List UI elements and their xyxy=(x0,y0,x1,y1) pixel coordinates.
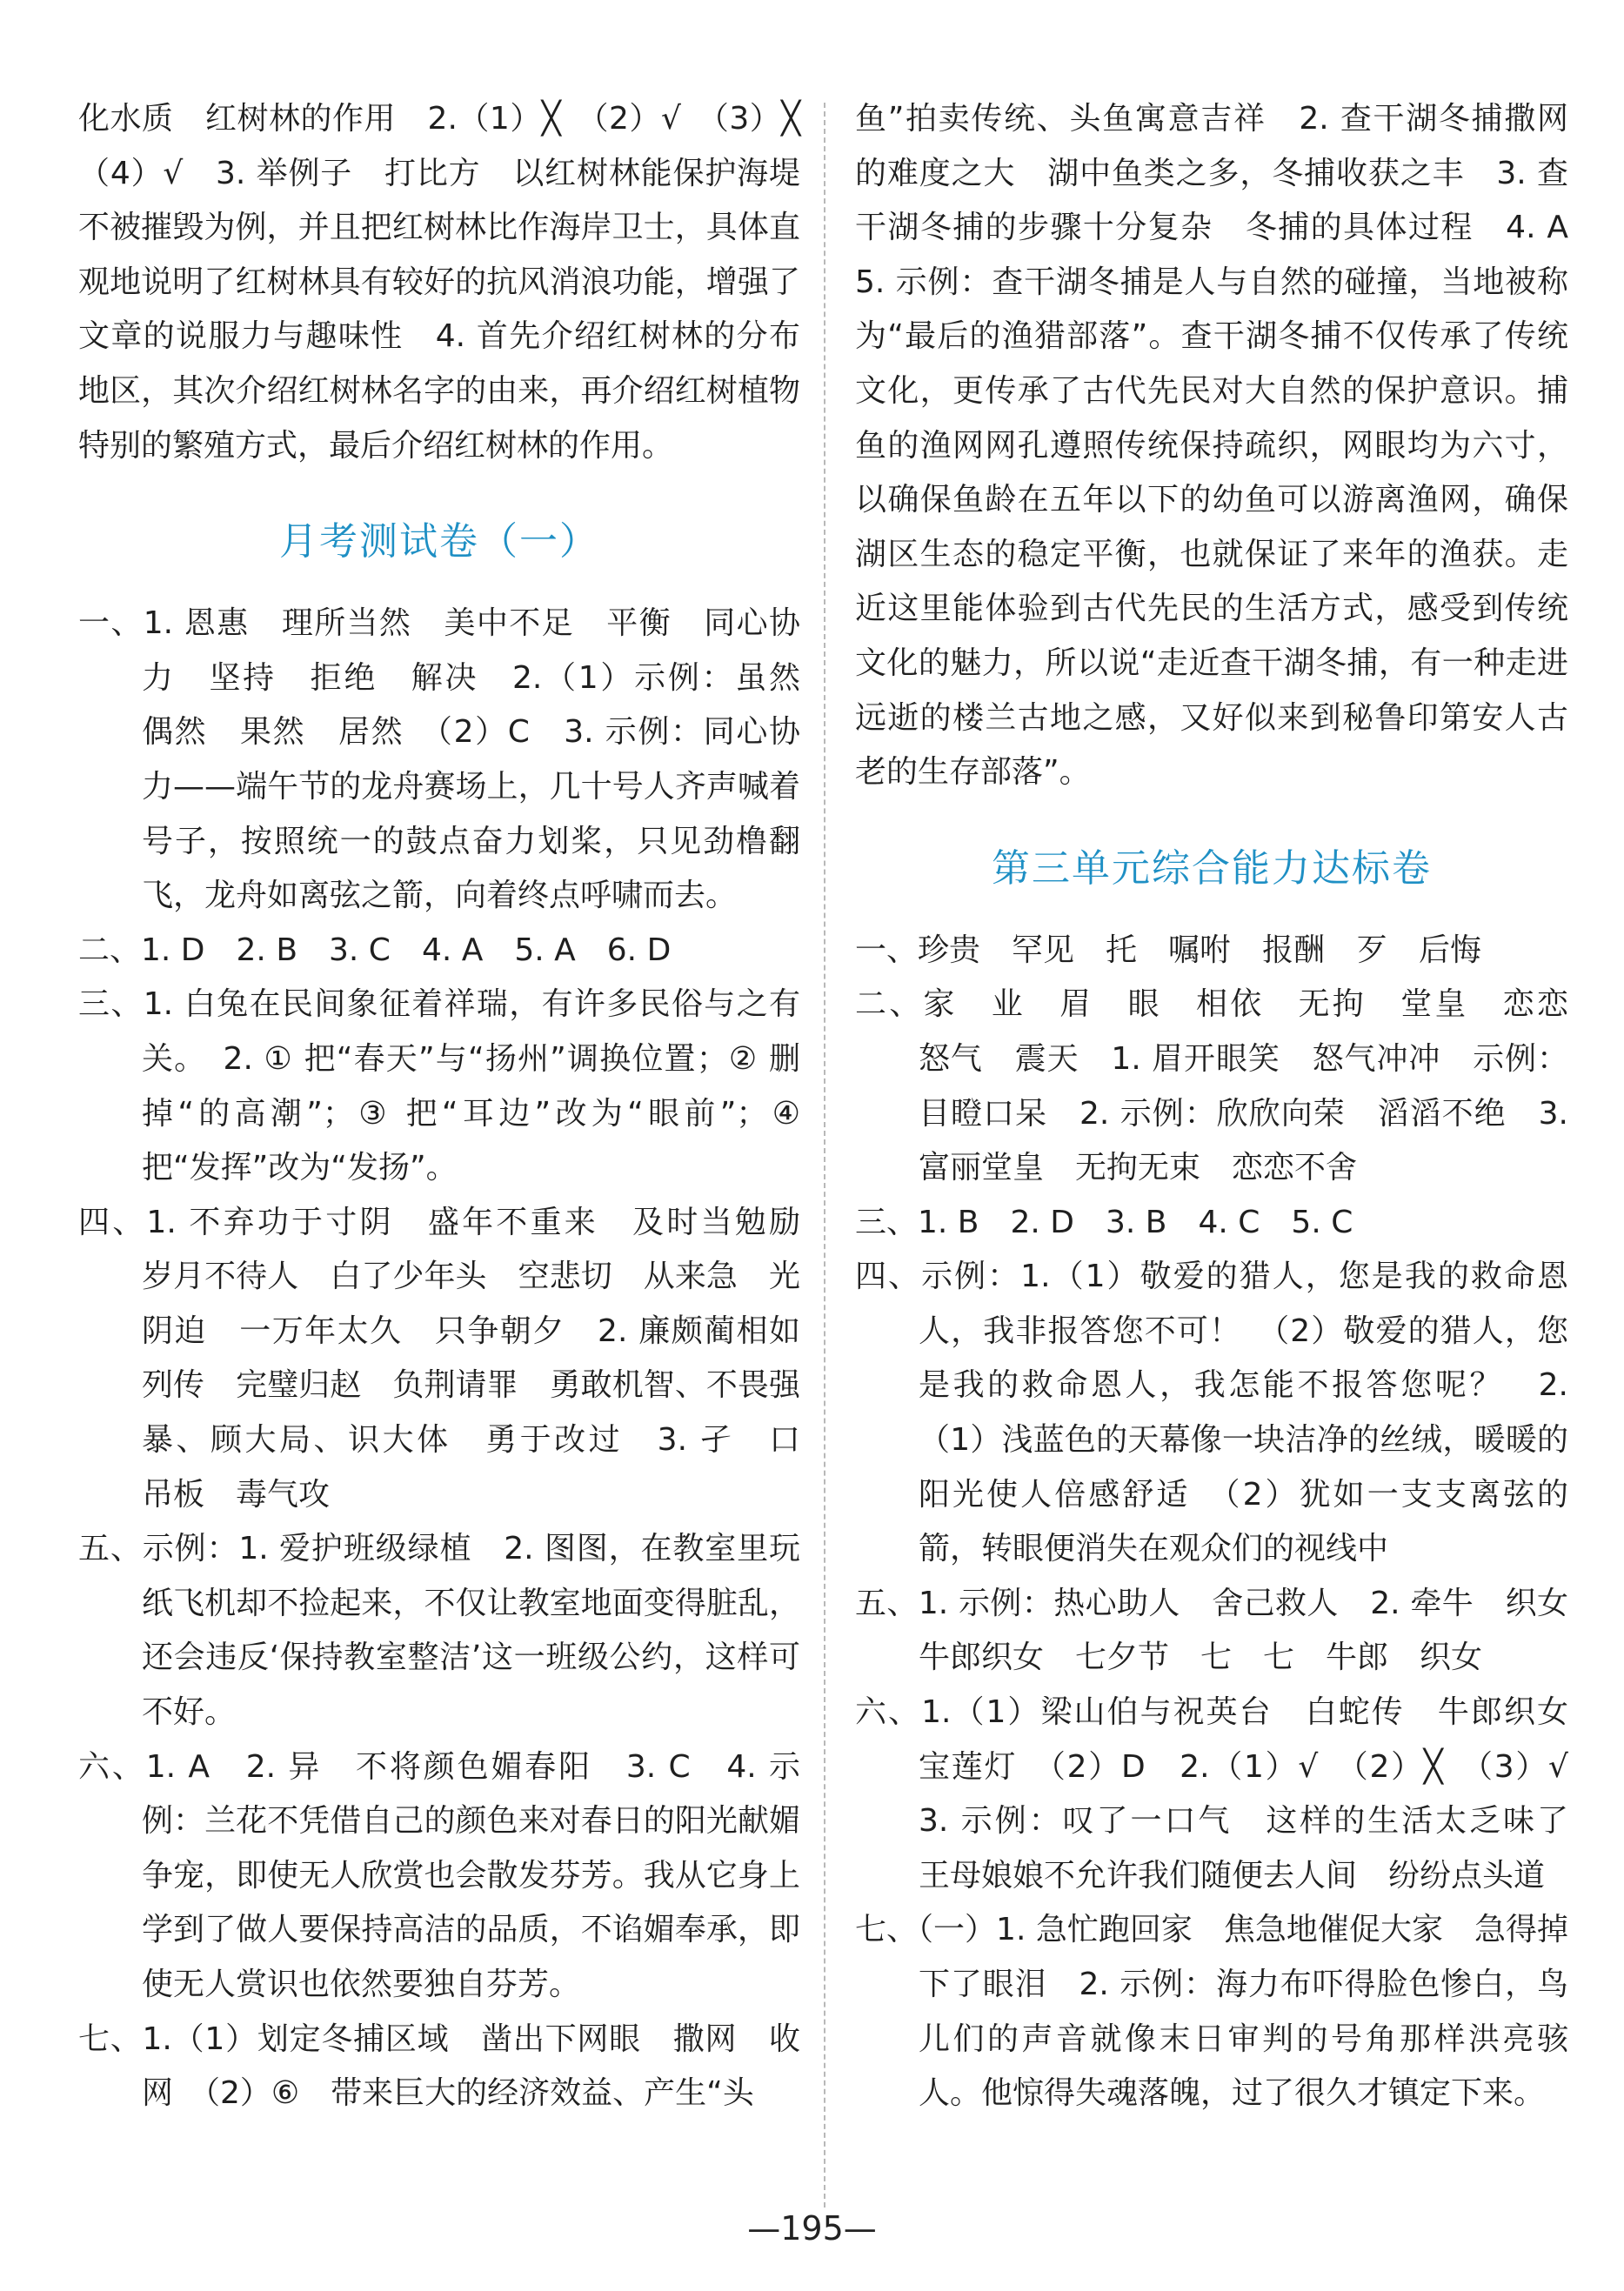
item-label: 四、 xyxy=(855,1259,922,1295)
item-text: 1.（1）划定冬捕区域 凿出下网眼 撒网 收网 （2）⑥ 带来巨大的经济效益、产生“头 xyxy=(142,2020,800,2112)
item-text: 示例：1.（1）敬爱的猎人，您是我的救命恩人，我非报答您不可！ （2）敬爱的猎人，您是我的救命恩人，我怎能不报答您呢？ 2.（1）浅蓝色的天幕像一块洁净的丝绒，暖暖的阳光使人倍感舒适 （2）犹如一支支离弦的箭，转眼便消失在观众们的视线中 xyxy=(919,1259,1568,1567)
answer-item xyxy=(855,1903,1568,2121)
item-label: 四、 xyxy=(78,1204,147,1240)
answer-item xyxy=(855,1577,1601,1686)
item-label: 二、 xyxy=(855,986,924,1023)
item-label: 七、 xyxy=(78,2020,143,2057)
item-text: 1. B 2. D 3. B 4. C 5. C xyxy=(918,1204,1353,1240)
answer-item xyxy=(855,924,1568,979)
item-label: 五、 xyxy=(855,1585,919,1621)
right-answer-list xyxy=(855,924,1601,2121)
answer-item xyxy=(78,924,800,979)
answer-item xyxy=(78,597,832,924)
item-text: 家 业 眉 眼 相依 无拘 堂皇 恋恋 怒气 震天 1. 眉开眼笑 怒气冲冲 示例：目瞪口呆 2. 示例：欣欣向荣 滔滔不绝 3. 富丽堂皇 无拘无束 恋恋不舍 xyxy=(919,986,1600,1186)
item-label: 七、 xyxy=(855,1912,919,1948)
item-text: 1.（1）梁山伯与祝英台 白蛇传 牛郎织女 宝莲灯 （2）D 2.（1）√ （2）╳ （3）√ 3. 示例：叹了一口气 这样的生活太乏味了 王母娘娘不允许我们随便去人间 纷纷点头道 xyxy=(919,1694,1601,1894)
item-text: 1. 示例：热心助人 舍己救人 2. 牵牛 织女 牛郎织女 七夕节 七 七 牛郎 织女 xyxy=(918,1585,1601,1676)
item-text: （一）1. 急忙跑回家 焦急地催促大家 急得掉下了眼泪 2. 示例：海力布吓得脸色惨白，鸟儿们的声音就像末日审判的号角那样洪亮骇人。他惊得失魂落魄，过了很久才镇定下来。 xyxy=(918,1912,1568,2112)
item-label: 六、 xyxy=(78,1748,146,1785)
answer-item xyxy=(855,1686,1601,1903)
answer-item xyxy=(855,1196,1568,1251)
item-label: 三、 xyxy=(78,986,144,1023)
item-text: 1. D 2. B 3. C 4. A 5. A 6. D xyxy=(141,932,672,968)
item-text: 1. 白兔在民间象征着祥瑞，有许多民俗与之有关。 2. ① 把“春天”与“扬州”调换位置；② 删掉“的高潮”；③ 把“耳边”改为“眼前”；④ 把“发挥”改为“发扬”。 xyxy=(142,986,800,1186)
item-label: 五、 xyxy=(78,1531,143,1567)
right-column xyxy=(855,92,1601,2121)
answer-item xyxy=(78,1196,832,1523)
page-number: —195— xyxy=(747,2209,877,2248)
answer-item xyxy=(855,1250,1568,1577)
item-label: 三、 xyxy=(855,1204,919,1240)
item-text: 1. 不弃功于寸阴 盛年不重来 及时当勉励 岁月不待人 白了少年头 空悲切 从来急 光阴迫 一万年太久 只争朝夕 2. 廉颇蔺相如列传 完璧归赵 负荆请罪 勇敢机智、不畏强暴、顾大局、识大体 勇于改过 3. 孑 口 吊板 毒气攻 xyxy=(142,1204,832,1513)
item-label: 二、 xyxy=(78,932,142,968)
item-text: 1. 恩惠 理所当然 美中不足 平衡 同心协力 坚持 拒绝 解决 2.（1）示例：虽然 偶然 果然 居然 （2）C 3. 示例：同心协力——端午节的龙舟赛场上，几十号人齐声喊着号子，按照统一的鼓点奋力划桨，只见劲橹翻飞，龙舟如离弦之箭，向着终点呼啸而去。 xyxy=(142,605,832,914)
answer-item xyxy=(78,1740,800,2013)
item-label: 六、 xyxy=(855,1694,922,1731)
right-intro-text: 鱼”拍卖传统、头鱼寓意吉祥 2. 查干湖冬捕撒网的难度之大 湖中鱼类之多，冬捕收获之丰 3. 查干湖冬捕的步骤十分复杂 冬捕的具体过程 4. A 5. 示例：查干湖冬捕是人与自然的碰撞，当地被称为“最后的渔猎部落”。查干湖冬捕不仅传承了传统文化，更传承了古代先民对大自然的保护意识。捕鱼的渔网网孔遵照传统保持疏织，网眼均为六寸，以确保鱼龄在五年以下的幼鱼可以游离渔网，确保湖区生态的稳定平衡，也就保证了来年的渔获。走近这里能体验到古代先民的生活方式，感受到传统文化的魅力，所以说“走近查干湖冬捕，有一种走进远逝的楼兰古地之感，又好似来到秘鲁印第安人古老的生存部落”。 xyxy=(855,101,1601,791)
left-answer-list xyxy=(78,597,832,2121)
item-label: 一、 xyxy=(78,605,144,642)
left-column xyxy=(78,92,832,2121)
item-text: 示例：1. 爱护班级绿植 2. 图图，在教室里玩纸飞机却不捡起来，不仅让教室地面变得脏乱，还会违反‘保持教室整洁’这一班级公约，这样可不好。 xyxy=(142,1531,800,1731)
item-text: 珍贵 罕见 托 嘱咐 报酬 歹 后悔 xyxy=(918,932,1482,968)
answer-item xyxy=(78,2013,800,2121)
right-section-title: 第三单元综合能力达标卷 xyxy=(992,845,1432,891)
left-section-title: 月考测试卷（一） xyxy=(279,519,599,564)
answer-item xyxy=(78,1522,800,1740)
left-intro-text: 化水质 红树林的作用 2.（1）╳ （2）√ （3）╳ （4）√ 3. 举例子 打比方 以红树林能保护海堤不被摧毁为例，并且把红树林比作海岸卫士，具体直观地说明了红树林具有较好的抗风消浪功能，增强了文章的说服力与趣味性 4. 首先介绍红树林的分布地区，其次介绍红树林名字的由来，再介绍红树植物特别的繁殖方式，最后介绍红树林的作用。 xyxy=(78,101,832,464)
column-divider xyxy=(824,103,825,2208)
item-text: 1. A 2. 异 不将颜色媚春阳 3. C 4. 示例：兰花不凭借自己的颜色来对春日的阳光献媚争宠，即使无人欣赏也会散发芬芳。我从它身上学到了做人要保持高洁的品质，不谄媚奉承，即使无人赏识也依然要独自芬芳。 xyxy=(142,1748,800,2002)
answer-item xyxy=(855,978,1600,1195)
item-label: 一、 xyxy=(855,932,919,968)
answer-item xyxy=(78,978,800,1195)
